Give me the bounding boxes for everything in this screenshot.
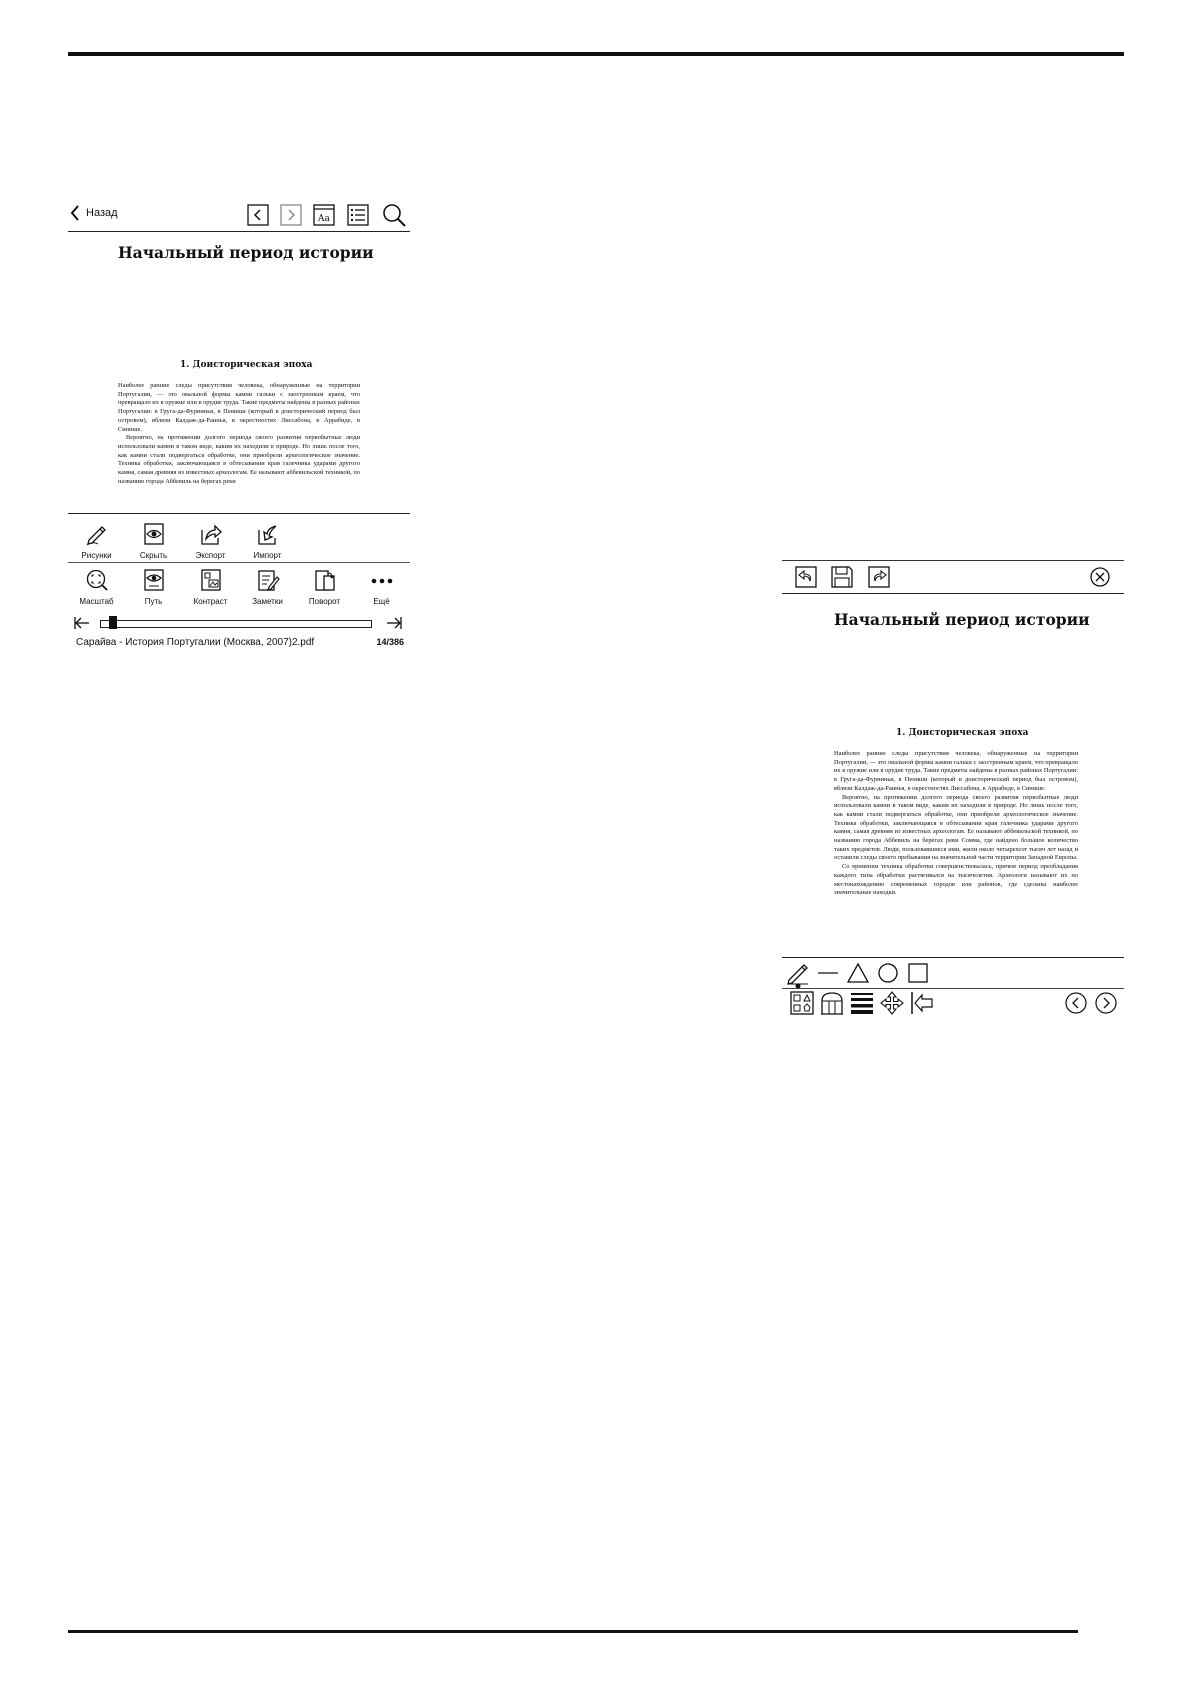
line-icon[interactable]: [816, 961, 840, 985]
back-button[interactable]: [70, 203, 118, 223]
hide-eye-icon: [142, 522, 166, 546]
bottom-rule: [68, 1630, 1078, 1633]
import-label: Импорт: [253, 551, 282, 560]
contrast-label: Контраст: [193, 597, 228, 606]
page-title: Начальный период истории: [834, 610, 1090, 629]
page-progress-slider[interactable]: [74, 615, 404, 631]
drawings-button[interactable]: [68, 518, 125, 562]
chevron-left-icon[interactable]: [246, 203, 270, 227]
close-icon[interactable]: [1088, 565, 1112, 589]
zoom-label: Масштаб: [79, 597, 114, 606]
rotate-button[interactable]: [296, 564, 353, 612]
page-title: Начальный период истории: [118, 243, 374, 262]
progress-track[interactable]: [100, 620, 372, 628]
more-label: Ещё: [373, 597, 390, 606]
export-button[interactable]: [182, 518, 239, 562]
rotate-label: Поворот: [308, 597, 341, 606]
triangle-icon[interactable]: [846, 961, 870, 985]
rotate-icon: [313, 568, 337, 592]
paragraph: Со временем техника обработки совершенствовалась, причем период преобладания каждого типа обработки растягивался на тысячелетия. Археологи называют их по местонахождению современных городов или районов, где сделаны наиболее значительные находки.: [834, 863, 1078, 897]
paragraph: Наиболее ранние следы присутствия человека, обнаруженные на территории Португалии, — это овальной формы камни гальки с заостренным краем, что превращало их в оружие или в орудие труда. Такие предметы найдены в разных районах Португалии: в Груга-да-Фурниньи, в Пениши (который в доисторический период был островом), вблизи Калдаж-да-Раинья, в окрестностях Лиссабона, в Аррабиде, в Синише.: [834, 750, 1078, 792]
shape-tools-row: [782, 957, 1124, 989]
drawing-tools-panel: [782, 957, 1124, 1020]
reader-menu-panel: [68, 513, 410, 656]
reader-screen-menu: [68, 195, 410, 655]
page-counter: 14/386: [376, 637, 404, 647]
eraser-icon[interactable]: [820, 991, 844, 1015]
path-label: Путь: [144, 597, 163, 606]
back-arrow-icon: [70, 205, 80, 221]
import-icon: [256, 522, 280, 546]
top-rule: [68, 52, 1124, 56]
chevron-right-icon[interactable]: [279, 203, 303, 227]
hide-button[interactable]: [125, 518, 182, 562]
redo-icon[interactable]: [867, 565, 891, 589]
reader-toolbar: [68, 195, 410, 232]
save-icon[interactable]: [830, 565, 854, 589]
svg-text:Aa: Aa: [318, 214, 330, 224]
search-icon[interactable]: [382, 203, 406, 227]
file-name: Сарайва - История Португалии (Москва, 2007)2.pdf: [76, 637, 315, 648]
path-button[interactable]: [125, 564, 182, 612]
paragraph: Наиболее ранние следы присутствия человека, обнаруженные на территории Португалии, — это овальной формы камни гальки с заостренным краем, что превращало их в оружие или в орудие труда. Такие предметы найдены в разных районах Португалии: в Груга-да-Фурниньи, в Пениши (который в доисторический период был островом), вблизи Калдаж-да-Раинья, в окрестностях Лиссабона, в Аррабиде, в Синише.: [118, 382, 360, 433]
export-icon: [199, 522, 223, 546]
section-heading: 1. Доисторическая эпоха: [180, 360, 313, 370]
pen-drawing-icon: [85, 522, 109, 546]
last-page-icon[interactable]: [386, 616, 402, 630]
notes-button[interactable]: [239, 564, 296, 612]
section-heading: 1. Доисторическая эпоха: [896, 728, 1029, 738]
font-settings-icon[interactable]: [312, 203, 336, 227]
previous-page-icon[interactable]: [1064, 991, 1088, 1015]
more-button[interactable]: [353, 564, 410, 612]
paragraph: Вероятно, на протяжении долгого периода своего развития первобытные люди использовали камни в таком виде, каким их находили в природе. Но лишь после того, как камни стали подвергаться обработке, они приобрели археологическое значение. Техника обработки, заключающаяся в обтесывании края галечника ударами другого камня, самая древняя из известных археологам. Ее называют аббевильской техникой, по названию города Аббевиль на берегах реки Сомма, где найдено большое количество таких предметов. Люди, пользовавшиеся ими, жили около четырехсот тысяч лет назад и оставили следы своего пребывания на значительной части территории Западной Европы.: [834, 793, 1078, 862]
next-page-icon[interactable]: [1094, 991, 1118, 1015]
undo-icon[interactable]: [794, 565, 818, 589]
page-text: [834, 750, 1078, 956]
notes-label: Заметки: [252, 597, 283, 606]
zoom-button[interactable]: [68, 564, 125, 612]
paragraph: Вероятно, на протяжении долгого периода своего развития первобытные люди использовали камни в таком виде, каким их находили в природе. Но лишь после того, как камни стали подвергаться обработке, они приобрели археологическое значение. Техника обработки, заключающаяся в обтесывании края галечника ударами другого камня, самая древняя из известных археологам. Ее называют аббевильской техникой, по названию города Аббевиль на берегах реки: [118, 434, 360, 485]
status-footer: [76, 637, 404, 651]
shapes-icon[interactable]: [790, 991, 814, 1015]
export-label: Экспорт: [195, 551, 226, 560]
path-eye-icon: [142, 568, 166, 592]
first-page-icon[interactable]: [74, 616, 90, 630]
contrast-image-icon: [199, 568, 223, 592]
hide-label: Скрыть: [139, 551, 168, 560]
zoom-icon: [85, 568, 109, 592]
import-button[interactable]: [239, 518, 296, 562]
square-icon[interactable]: [906, 961, 930, 985]
contrast-button[interactable]: [182, 564, 239, 612]
notes-icon: [256, 568, 280, 592]
page-text: [118, 382, 360, 513]
table-of-contents-icon[interactable]: [346, 203, 370, 227]
circle-icon[interactable]: [876, 961, 900, 985]
exit-icon[interactable]: [910, 991, 934, 1015]
drawing-toolbar: [782, 560, 1124, 594]
line-width-icon[interactable]: [850, 991, 874, 1015]
drawings-label: Рисунки: [81, 551, 112, 560]
reader-screen-drawing: [782, 560, 1124, 1020]
menu-row-annotations: [68, 518, 410, 563]
progress-handle[interactable]: [109, 616, 117, 629]
back-label: Назад: [86, 207, 118, 219]
move-icon[interactable]: [880, 991, 904, 1015]
drawing-tools-row: [782, 989, 1124, 1017]
menu-row-view: [68, 564, 410, 612]
more-icon: [370, 568, 394, 592]
